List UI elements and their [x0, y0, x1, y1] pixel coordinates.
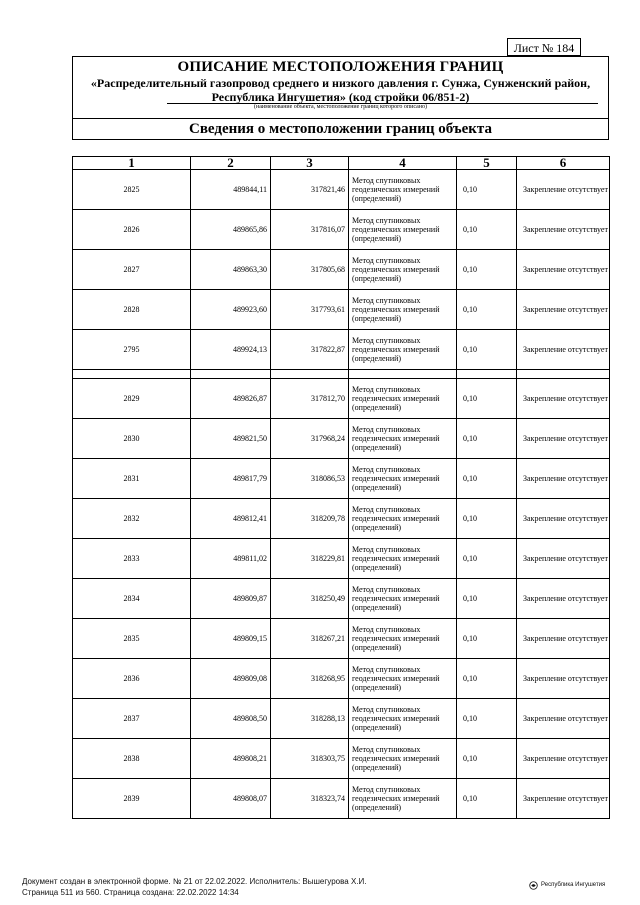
table-row	[73, 290, 610, 330]
cell-c2: 489865,86	[191, 210, 271, 250]
footer-logo-text: Республика Ингушетия	[541, 882, 606, 888]
sheet-number: Лист № 184	[507, 38, 581, 56]
column-header: 2	[191, 157, 271, 170]
cell-c5: 0,10	[457, 459, 517, 499]
cell-c4: Метод спутниковых геодезических измерений (определений)	[349, 779, 457, 819]
cell-c1: 2837	[73, 699, 191, 739]
cell-c4: Метод спутниковых геодезических измерений (определений)	[349, 419, 457, 459]
cell-c1: 2826	[73, 210, 191, 250]
cell-c1: 2833	[73, 539, 191, 579]
section-title: Сведения о местоположении границ объекта	[72, 118, 609, 140]
cell-c5: 0,10	[457, 619, 517, 659]
table-row	[73, 579, 610, 619]
cell-c5: 0,10	[457, 499, 517, 539]
table-row	[73, 210, 610, 250]
cell-c2: 489863,30	[191, 250, 271, 290]
cell-c4: Метод спутниковых геодезических измерений (определений)	[349, 499, 457, 539]
cell-c2: 489808,50	[191, 699, 271, 739]
footer-info	[22, 876, 366, 898]
cell-c3: 318303,75	[271, 739, 349, 779]
cell-c3: 318288,13	[271, 699, 349, 739]
footer-line-2: Страница 511 из 560. Страница создана: 22.02.2022 14:34	[22, 888, 239, 897]
table-row	[73, 250, 610, 290]
cell-c3: 318268,95	[271, 659, 349, 699]
cell-c6: Закрепление отсутствует	[517, 499, 610, 539]
cell-c5: 0,10	[457, 210, 517, 250]
cell-c5: 0,10	[457, 739, 517, 779]
table-row	[73, 499, 610, 539]
table-row	[73, 419, 610, 459]
document-header	[72, 56, 609, 118]
cell-c1: 2827	[73, 250, 191, 290]
cell-c5: 0,10	[457, 779, 517, 819]
separator-cell	[271, 370, 349, 379]
column-header: 4	[349, 157, 457, 170]
cell-c4: Метод спутниковых геодезических измерений (определений)	[349, 659, 457, 699]
object-name: «Распределительный газопровод среднего и низкого давления г. Сунжа, Сунженский район, Республика Ингушетия» (код стройки 06/851-2)	[90, 76, 591, 104]
cell-c5: 0,10	[457, 419, 517, 459]
cell-c1: 2795	[73, 330, 191, 370]
cell-c5: 0,10	[457, 659, 517, 699]
table-row	[73, 779, 610, 819]
cell-c6: Закрепление отсутствует	[517, 210, 610, 250]
cell-c6: Закрепление отсутствует	[517, 419, 610, 459]
table-row	[73, 379, 610, 419]
cell-c5: 0,10	[457, 250, 517, 290]
cell-c1: 2832	[73, 499, 191, 539]
cell-c6: Закрепление отсутствует	[517, 619, 610, 659]
cell-c3: 317821,46	[271, 170, 349, 210]
cell-c6: Закрепление отсутствует	[517, 330, 610, 370]
column-header: 6	[517, 157, 610, 170]
cell-c5: 0,10	[457, 330, 517, 370]
table-row	[73, 659, 610, 699]
footer-line-1: Документ создан в электронной форме. № 21 от 22.02.2022. Исполнитель: Вышегурова Х.И.	[22, 877, 367, 886]
cell-c2: 489809,87	[191, 579, 271, 619]
cell-c4: Метод спутниковых геодезических измерений (определений)	[349, 170, 457, 210]
cell-c5: 0,10	[457, 579, 517, 619]
cell-c5: 0,10	[457, 539, 517, 579]
cell-c6: Закрепление отсутствует	[517, 459, 610, 499]
separator-cell	[349, 370, 457, 379]
separator-cell	[517, 370, 610, 379]
table-header-row	[73, 157, 610, 170]
object-name-caption: (наименование объекта, местоположение границ которого описано)	[254, 104, 427, 110]
column-header: 1	[73, 157, 191, 170]
cell-c2: 489812,41	[191, 499, 271, 539]
coordinates-table	[72, 156, 610, 819]
cell-c2: 489809,08	[191, 659, 271, 699]
cell-c4: Метод спутниковых геодезических измерений (определений)	[349, 459, 457, 499]
cell-c4: Метод спутниковых геодезических измерений (определений)	[349, 330, 457, 370]
cell-c2: 489809,15	[191, 619, 271, 659]
cell-c3: 317793,61	[271, 290, 349, 330]
cell-c3: 317822,87	[271, 330, 349, 370]
cell-c3: 317816,07	[271, 210, 349, 250]
cell-c4: Метод спутниковых геодезических измерений (определений)	[349, 290, 457, 330]
table-row	[73, 330, 610, 370]
cell-c3: 318229,81	[271, 539, 349, 579]
cell-c2: 489826,87	[191, 379, 271, 419]
cell-c1: 2835	[73, 619, 191, 659]
cell-c6: Закрепление отсутствует	[517, 659, 610, 699]
cell-c2: 489817,79	[191, 459, 271, 499]
cell-c2: 489811,02	[191, 539, 271, 579]
cell-c4: Метод спутниковых геодезических измерений (определений)	[349, 579, 457, 619]
table-row	[73, 539, 610, 579]
cell-c3: 318267,21	[271, 619, 349, 659]
cell-c6: Закрепление отсутствует	[517, 250, 610, 290]
column-header: 5	[457, 157, 517, 170]
cell-c5: 0,10	[457, 699, 517, 739]
cell-c6: Закрепление отсутствует	[517, 779, 610, 819]
cell-c2: 489923,60	[191, 290, 271, 330]
cell-c1: 2836	[73, 659, 191, 699]
cell-c5: 0,10	[457, 290, 517, 330]
cell-c3: 317805,68	[271, 250, 349, 290]
document-title: ОПИСАНИЕ МЕСТОПОЛОЖЕНИЯ ГРАНИЦ	[177, 59, 504, 75]
cell-c2: 489844,11	[191, 170, 271, 210]
cell-c6: Закрепление отсутствует	[517, 379, 610, 419]
cell-c1: 2829	[73, 379, 191, 419]
table-row	[73, 170, 610, 210]
cell-c4: Метод спутниковых геодезических измерений (определений)	[349, 699, 457, 739]
cell-c2: 489924,13	[191, 330, 271, 370]
separator-cell	[457, 370, 517, 379]
cell-c6: Закрепление отсутствует	[517, 290, 610, 330]
cell-c1: 2825	[73, 170, 191, 210]
cell-c3: 318250,49	[271, 579, 349, 619]
cell-c1: 2834	[73, 579, 191, 619]
cell-c3: 317968,24	[271, 419, 349, 459]
cell-c4: Метод спутниковых геодезических измерений (определений)	[349, 379, 457, 419]
separator-cell	[191, 370, 271, 379]
cell-c6: Закрепление отсутствует	[517, 539, 610, 579]
column-header: 3	[271, 157, 349, 170]
cell-c2: 489808,07	[191, 779, 271, 819]
table-separator-row	[73, 370, 610, 379]
cell-c4: Метод спутниковых геодезических измерений (определений)	[349, 210, 457, 250]
table-row	[73, 699, 610, 739]
footer-logo	[529, 880, 605, 890]
cell-c3: 318323,74	[271, 779, 349, 819]
cell-c2: 489808,21	[191, 739, 271, 779]
cell-c6: Закрепление отсутствует	[517, 579, 610, 619]
cell-c1: 2831	[73, 459, 191, 499]
cell-c1: 2830	[73, 419, 191, 459]
cell-c1: 2839	[73, 779, 191, 819]
cell-c4: Метод спутниковых геодезических измерений (определений)	[349, 619, 457, 659]
cell-c1: 2838	[73, 739, 191, 779]
table-row	[73, 619, 610, 659]
cell-c4: Метод спутниковых геодезических измерений (определений)	[349, 539, 457, 579]
cell-c6: Закрепление отсутствует	[517, 699, 610, 739]
cell-c6: Закрепление отсутствует	[517, 739, 610, 779]
separator-cell	[73, 370, 191, 379]
table-body	[73, 170, 610, 819]
cell-c3: 318086,53	[271, 459, 349, 499]
table-row	[73, 739, 610, 779]
cell-c6: Закрепление отсутствует	[517, 170, 610, 210]
cell-c2: 489821,50	[191, 419, 271, 459]
cell-c3: 318209,78	[271, 499, 349, 539]
cell-c4: Метод спутниковых геодезических измерений (определений)	[349, 250, 457, 290]
cell-c5: 0,10	[457, 379, 517, 419]
emblem-icon	[529, 881, 538, 890]
table-row	[73, 459, 610, 499]
cell-c1: 2828	[73, 290, 191, 330]
cell-c4: Метод спутниковых геодезических измерений (определений)	[349, 739, 457, 779]
cell-c3: 317812,70	[271, 379, 349, 419]
cell-c5: 0,10	[457, 170, 517, 210]
